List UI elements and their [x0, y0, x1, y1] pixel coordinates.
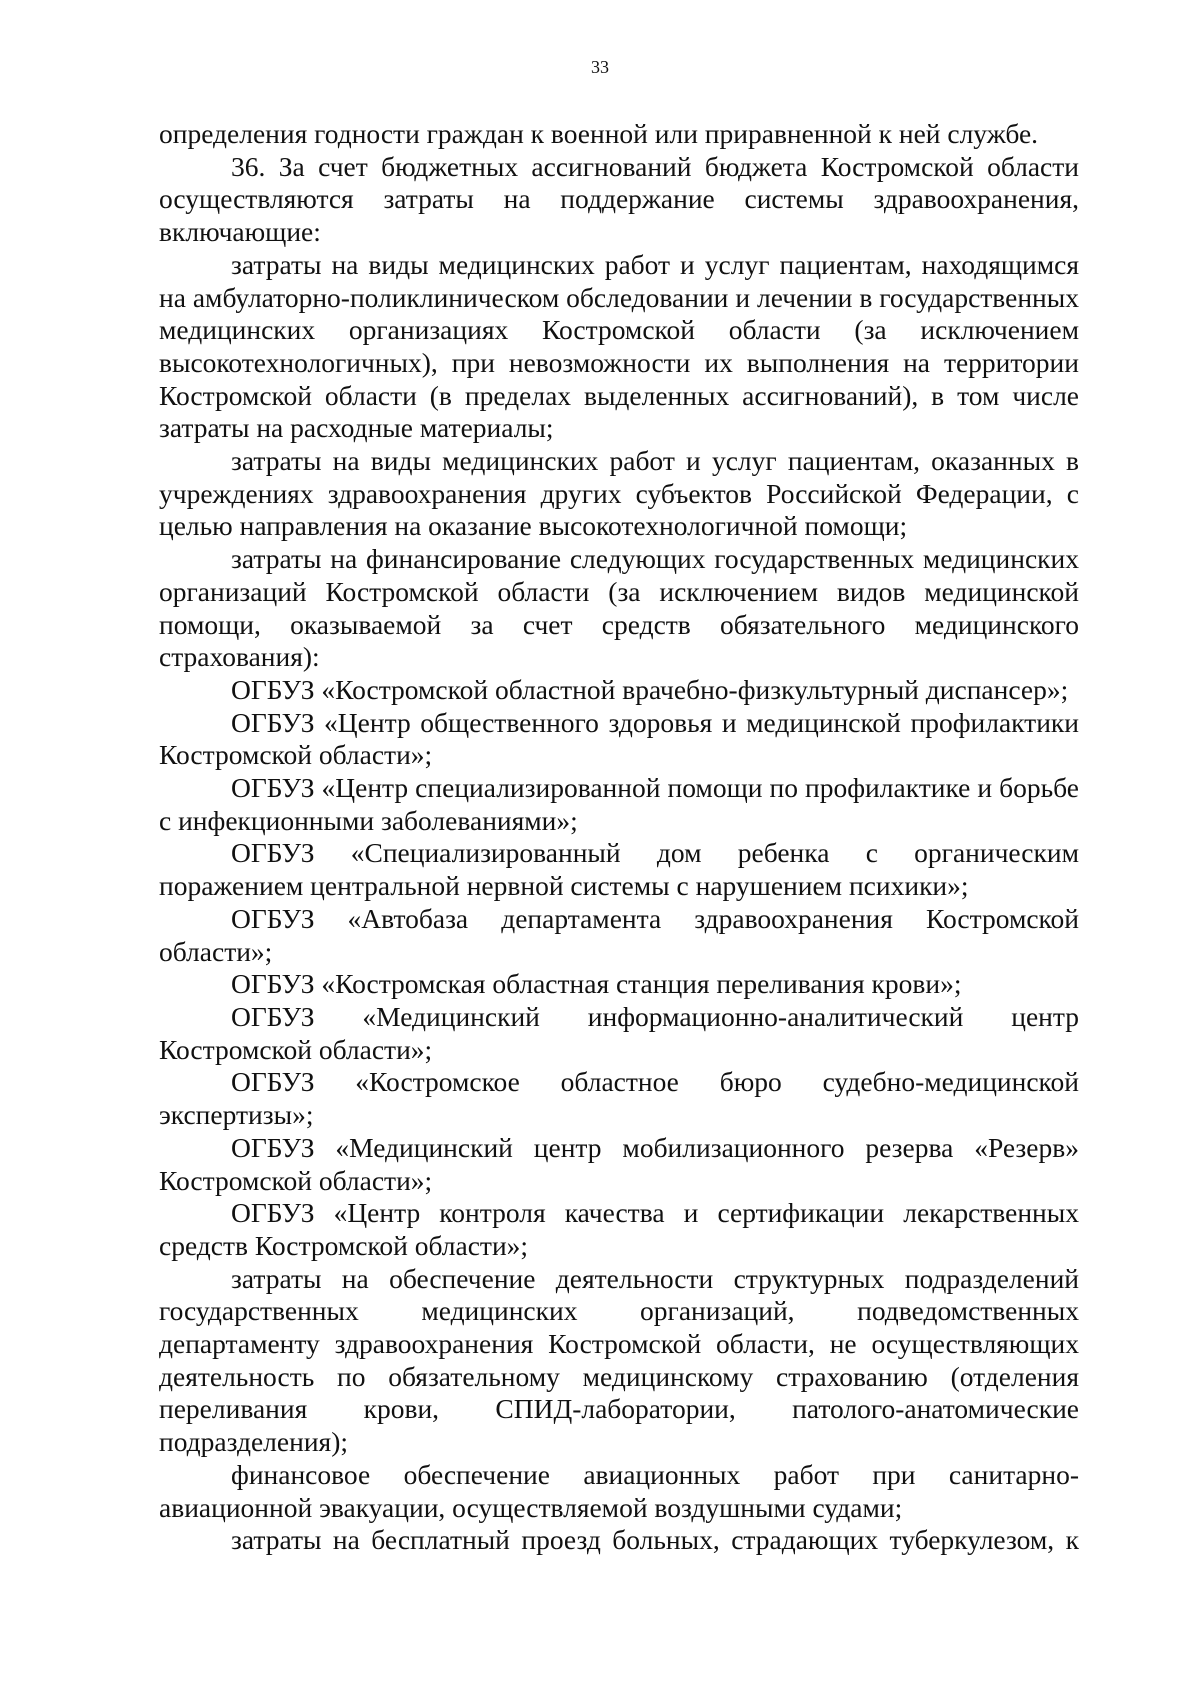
list-item: ОГБУЗ «Костромское областное бюро судебно-медицинской экспертизы»;	[159, 1066, 1079, 1131]
list-item: ОГБУЗ «Специализированный дом ребенка с органическим поражением центральной нервной системы с нарушением психики»;	[159, 837, 1079, 902]
paragraph: затраты на виды медицинских работ и услуг пациентам, находящимся на амбулаторно-поликлиническом обследовании и лечении в государственных медицинских организациях Костромской области (за исключением высокотехнологичных), при невозможности их выполнения на территории Костромской области (в пределах выделенных ассигнований), в том числе затраты на расходные материалы;	[159, 248, 1079, 444]
paragraph: определения годности граждан к военной или приравненной к ней службе.	[159, 118, 1039, 149]
list-item: ОГБУЗ «Медицинский информационно-аналитический центр Костромской области»;	[159, 1000, 1079, 1065]
list-item: ОГБУЗ «Костромская областная станция переливания крови»;	[231, 968, 962, 1000]
list-item: ОГБУЗ «Центр общественного здоровья и медицинской профилактики Костромской области»;	[159, 706, 1079, 771]
paragraph: 36. За счет бюджетных ассигнований бюджета Костромской области осуществляются затраты на поддержание системы здравоохранения, включающие:	[159, 150, 1079, 248]
paragraph: затраты на обеспечение деятельности структурных подразделений государственных медицинских организаций, подведомственных департаменту здравоохранения Костромской области, не осуществляющих деятельность по обязательному медицинскому страхованию (отделения переливания крови, СПИД-лаборатории, патолого-анатомические подразделения);	[159, 1262, 1079, 1458]
list-item: ОГБУЗ «Центр специализированной помощи по профилактике и борьбе с инфекционными заболеваниями»;	[159, 772, 1079, 836]
paragraph: затраты на бесплатный проезд больных, страдающих туберкулезом, к	[231, 1524, 1079, 1556]
page-number: 33	[591, 57, 609, 77]
document-body	[159, 118, 1079, 1557]
paragraph: затраты на финансирование следующих государственных медицинских организаций Костромской области (за исключением видов медицинской помощи, оказываемой за счет средств обязательного медицинского страхования):	[159, 543, 1079, 673]
paragraph: затраты на виды медицинских работ и услуг пациентам, оказанных в учреждениях здравоохранения других субъектов Российской Федерации, с целью направления на оказание высокотехнологичной помощи;	[159, 445, 1079, 542]
list-item: ОГБУЗ «Медицинский центр мобилизационного резерва «Резерв» Костромской области»;	[159, 1131, 1079, 1196]
list-item: ОГБУЗ «Автобаза департамента здравоохранения Костромской области»;	[159, 902, 1079, 967]
list-item: ОГБУЗ «Центр контроля качества и сертификации лекарственных средств Костромской области»;	[159, 1197, 1079, 1261]
list-item: ОГБУЗ «Костромской областной врачебно-физкультурный диспансер»;	[231, 673, 1069, 705]
paragraph: финансовое обеспечение авиационных работ при санитарно-авиационной эвакуации, осуществляемой воздушными судами;	[159, 1458, 1079, 1523]
